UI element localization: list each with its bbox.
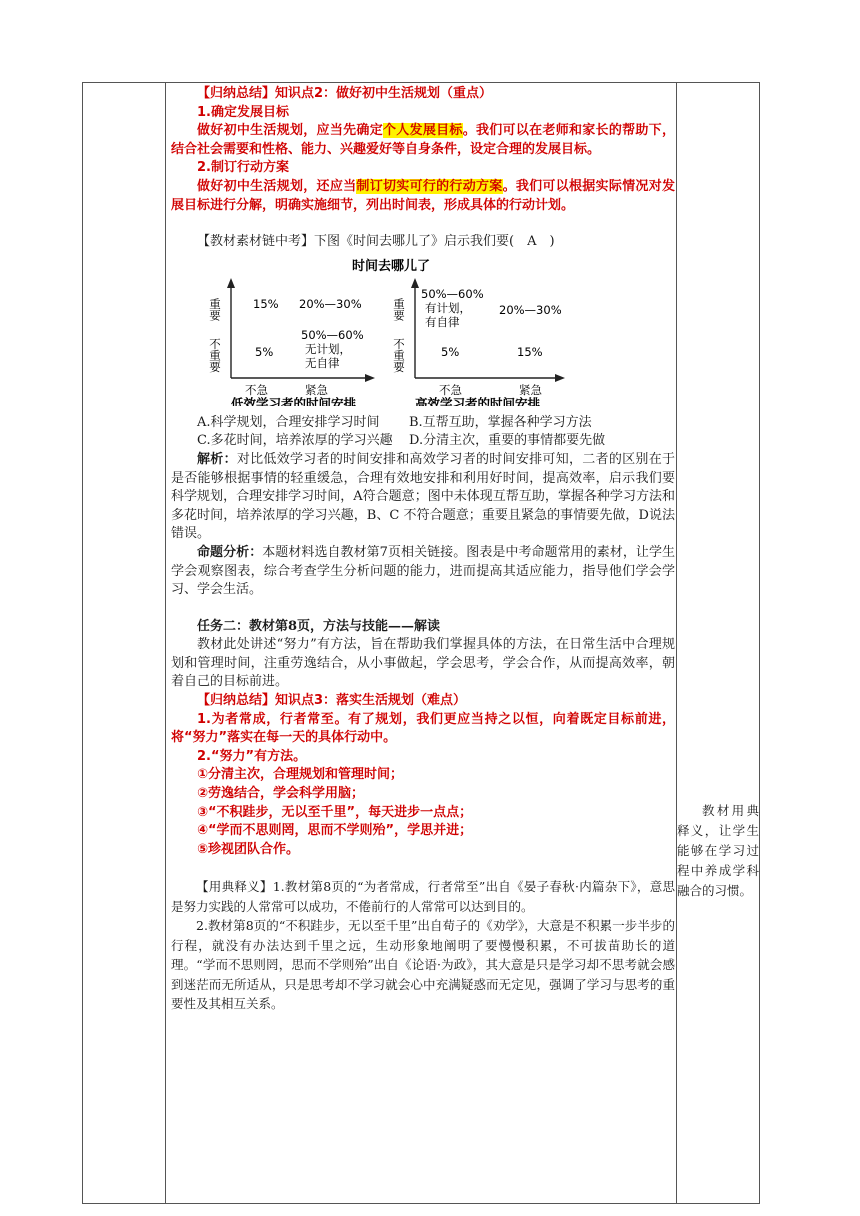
highlight: 制订切实可行的行动方案 — [356, 178, 503, 194]
question-stem: 【教材素材链中考】下图《时间去哪儿了》启示我们要( A ) — [197, 234, 555, 250]
summary3-paragraph-1: 1.为者常成，行者常至。有了规划，我们更应当持之以恒，向着既定目标前进，将“努力”落实在每一天的具体行动中。 — [171, 711, 675, 746]
column-divider — [676, 83, 677, 1203]
x-label-not-urgent: 不急 — [439, 382, 462, 397]
summary2-paragraph-2: 做好初中生活规划，还应当制订切实可行的行动方案。我们可以根据实际情况对发展目标进行分解，明确实施细节，列出时间表，形成具体的行动计划。 — [171, 178, 675, 213]
side-note — [677, 801, 759, 901]
y-label-unimportant: 不重要 — [208, 337, 222, 373]
summary2-paragraph-1: 做好初中生活规划，应当先确定个人发展目标。我们可以在老师和家长的帮助下，结合社会需要和性格、能力、兴趣爱好等自身条件，设定合理的发展目标。 — [171, 123, 675, 157]
summary3-paragraph-2: 2.“努力”有方法。 — [197, 748, 307, 764]
chart-caption: 高效学习者的时间安排 — [415, 395, 541, 406]
option-a: A.科学规划，合理安排学习时间 — [197, 414, 380, 430]
lesson-table — [82, 82, 760, 1204]
cell-unimportant-urgent: 50%—60% — [301, 327, 364, 342]
task2-title: 任务二：教材第8页，方法与技能——解读 — [197, 618, 441, 634]
option-b: B.互帮互助，掌握各种学习方法 — [409, 414, 592, 430]
method-item: ②劳逸结合，学会科学用脑； — [197, 786, 365, 802]
time-chart — [201, 256, 581, 406]
highlight: 个人发展目标 — [382, 123, 463, 139]
summary2-heading-1: 1.确定发展目标 — [197, 104, 289, 120]
time-chart-svg — [201, 256, 581, 406]
cell-note: 无自律 — [305, 355, 340, 370]
cell-unimportant-not-urgent: 5% — [441, 344, 460, 359]
summary2-title: 【归纳总结】知识点2：做好初中生活规划（重点） — [197, 86, 493, 101]
analysis: 解析：对比低效学习者的时间安排和高效学习者的时间安排可知，二者的区别在于是否能够根据事情的轻重缓急，合理有效地安排和利用好时间，提高效率，启示我们要科学规划，合理安排学习时间，A符合题意；图中未体现互帮互助，掌握各种学习方法和多花时间，培养浓厚的学习兴趣，B、C 不符合题意；重要且紧急的事情要先做，D说法错误。 — [171, 451, 675, 542]
cell-note: 无计划， — [305, 341, 351, 356]
low-efficiency-chart — [208, 278, 375, 406]
cell-important-urgent: 20%—30% — [499, 302, 562, 317]
chart-caption: 低效学习者的时间安排 — [231, 395, 357, 406]
method-item: ④“学而不思则罔，思而不学则殆”，学思并进； — [197, 823, 473, 839]
y-label-unimportant: 不重要 — [392, 337, 406, 373]
cell-important-urgent: 20%—30% — [299, 296, 362, 311]
x-label-urgent: 紧急 — [519, 382, 542, 397]
main-column — [171, 85, 675, 1014]
x-label-urgent: 紧急 — [305, 382, 328, 397]
option-d: D.分清主次，重要的事情都要先做 — [409, 433, 606, 449]
classics-paragraph-1: 【用典释义】1.教材第8页的“为者常成，行者常至”出自《晏子春秋·内篇杂下》，意思是努力实践的人常常可以成功，不倦前行的人常常可以达到目的。 — [171, 879, 675, 914]
cell-important-not-urgent: 50%—60% — [421, 286, 484, 301]
x-label-not-urgent: 不急 — [245, 382, 268, 397]
method-item: ⑤珍视团队合作。 — [197, 841, 300, 857]
method-item: ①分清主次，合理规划和管理时间； — [197, 767, 404, 783]
cell-unimportant-not-urgent: 5% — [255, 344, 274, 359]
method-item: ③“不积跬步，无以至千里”，每天进步一点点； — [197, 804, 473, 820]
cell-note: 有自律 — [425, 314, 460, 329]
y-label-important: 重要 — [208, 297, 222, 321]
cell-important-not-urgent: 15% — [253, 296, 279, 311]
side-note-text: 教材用典释义，让学生能够在学习过程中养成学科融合的习惯。 — [677, 803, 759, 898]
option-c: C.多花时间，培养浓厚的学习兴趣 — [197, 433, 393, 449]
cell-note: 有计划， — [425, 300, 471, 315]
summary2-heading-2: 2.制订行动方案 — [197, 160, 289, 176]
chart-title: 时间去哪儿了 — [351, 258, 431, 274]
cell-unimportant-urgent: 15% — [517, 344, 543, 359]
question-design: 命题分析：本题材料选自教材第7页相关链接。图表是中考命题常用的素材，让学生学会观察图表，综合考查学生分析问题的能力，进而提高其适应能力，指导他们学会学习、学会生活。 — [171, 544, 675, 598]
y-label-important: 重要 — [392, 297, 406, 321]
task2-intro: 教材此处讲述“努力”有方法，旨在帮助我们掌握具体的方法，在日常生活中合理规划和管理时间，注重劳逸结合，从小事做起，学会思考，学会合作，从而提高效率，朝着自己的目标前进。 — [171, 637, 675, 690]
summary3-title: 【归纳总结】知识点3：落实生活规划（难点） — [197, 693, 467, 709]
answer-options — [171, 414, 675, 451]
high-efficiency-chart — [392, 278, 565, 406]
classics-paragraph-2: 2.教材第8页的“不积跬步，无以至千里”出自荀子的《劝学》，大意是不积累一步半步的行程，就没有办法达到千里之远，生动形象地阐明了要慢慢积累，不可拔苗助长的道理。“学而不思则罔，思而不学则殆”出自《论语·为政》，其大意是只是学习却不思考就会感到迷茫而无所适从，只是思考却不学习就会心中充满疑惑而无定见，强调了学习与思考的重要性及其相互关系。 — [171, 918, 675, 1012]
column-divider — [165, 83, 166, 1203]
